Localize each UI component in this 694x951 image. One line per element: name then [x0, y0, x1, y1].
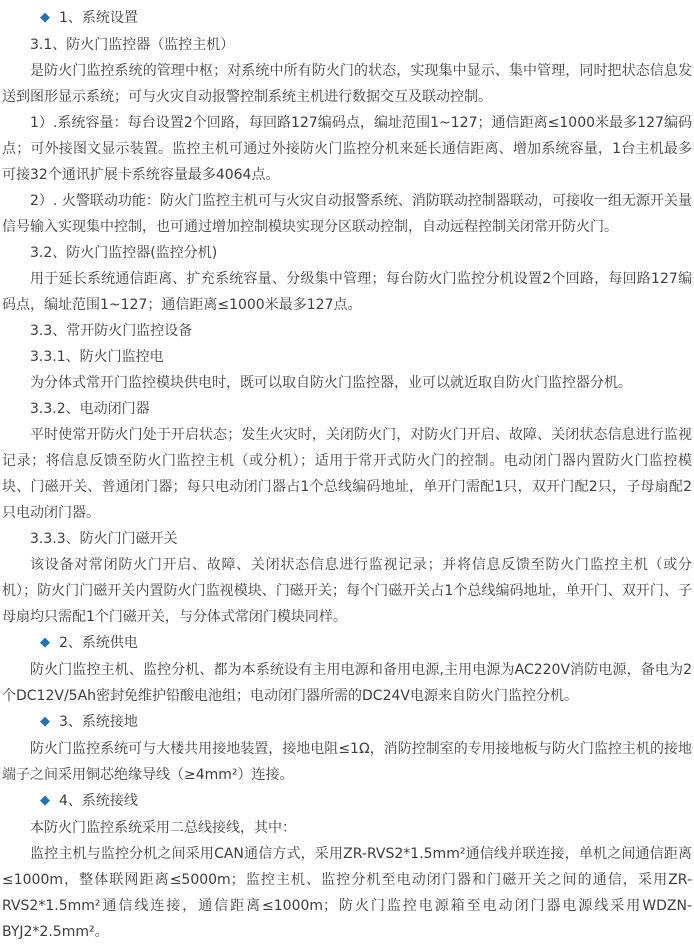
paragraph: 本防火门监控系统采用二总线接线，其中： — [30, 820, 296, 836]
section-heading — [2, 709, 692, 736]
paragraph: 防火门监控主机、监控分机、都为本系统设有主用电源和备用电源,主用电源为AC220V消防电源，备电为2个DC12V/5Ah密封免维护铅酸电池组；电动闭门器所需的DC24V电源来自防火门监控分机。 — [2, 662, 692, 704]
section-heading-label: 1、系统设置 — [59, 10, 138, 26]
diamond-bullet-icon: ◆ — [40, 635, 50, 650]
section-heading — [2, 5, 692, 32]
subsection-heading: 3.2、防火门监控器(监控分机) — [30, 245, 218, 261]
diamond-bullet-icon: ◆ — [40, 714, 50, 729]
section-heading-label: 3、系统接地 — [59, 714, 138, 730]
paragraph: 2）. 火警联动功能：防火门监控主机可与火灾自动报警系统、消防联动控制器联动，可接收一组无源开关量信号输入实现集中控制，也可通过增加控制模块实现分区联动控制，自动远程控制关闭常开防火门。 — [2, 193, 692, 235]
paragraph: 监控主机与监控分机之间采用CAN通信方式，采用ZR-RVS2*1.5mm²通信线并联连接，单机之间通信距离≤1000m，整体联网距离≤5000m；监控主机、监控分机至电动闭门器和门磁开关之间的通信，采用ZR-RVS2*1.5mm²通信线连接，通信距离≤1000m；防火门监控电源箱至电动闭门器电源线采用WDZN-BYJ2*2.5mm²。 — [2, 846, 692, 940]
paragraph: 防火门监控系统可与大楼共用接地装置，接地电阻≤1Ω，消防控制室的专用接地板与防火门监控主机的接地端子之间采用铜芯绝缘导线（≥4mm²）连接。 — [2, 741, 692, 783]
paragraph: 是防火门监控系统的管理中枢；对系统中所有防火门的状态，实现集中显示、集中管理，同时把状态信息发送到图形显示系统；可与火灾自动报警控制系统主机进行数据交互及联动控制。 — [2, 63, 692, 105]
paragraph: 该设备对常闭防火门开启、故障、关闭状态信息进行监视记录；并将信息反馈至防火门监控主机（或分机）；防火门门磁开关内置防火门监视模块、门磁开关；每个门磁开关占1个总线编码地址，单开门、双开门、子母扇均只需配1个门磁开关，与分体式常闭门模块同样。 — [2, 557, 692, 625]
section-heading-label: 4、系统接线 — [59, 793, 138, 809]
diamond-bullet-icon: ◆ — [40, 10, 50, 25]
section-heading — [2, 630, 692, 657]
subsection-heading: 3.3、常开防火门监控设备 — [30, 323, 193, 339]
subsection-heading: 3.3.3、防火门门磁开关 — [30, 531, 178, 547]
subsection-heading: 3.3.2、电动闭门器 — [30, 401, 150, 417]
paragraph: 平时使常开防火门处于开启状态；发生火灾时，关闭防火门，对防火门开启、故障、关闭状态信息进行监视记录；将信息反馈至防火门监控主机（或分机）；适用于常开式防火门的控制。电动闭门器内置防火门监控模块、门磁开关、普通闭门器；每只电动闭门器占1个总线编码地址，单开门需配1只，双开门配2只，子母扇配2只电动闭门器。 — [2, 427, 692, 521]
paragraph: 1）.系统容量：每台设置2个回路，每回路127编码点，编址范围1~127；通信距离≤1000米最多127编码点；可外接图文显示装置。监控主机可通过外接防火门监控分机来延长通信距离、增加系统容量，1台主机最多可接32个通讯扩展卡系统容量最多4064点。 — [2, 115, 692, 183]
subsection-heading: 3.3.1、防火门监控电 — [30, 349, 164, 365]
subsection-heading: 3.1、防火门监控器（监控主机） — [30, 37, 235, 53]
paragraph: 用于延长系统通信距离、扩充系统容量、分级集中管理；每台防火门监控分机设置2个回路，每回路127编码点，编址范围1~127；通信距离≤1000米最多127点。 — [2, 271, 692, 313]
paragraph: 为分体式常开门监控模块供电时，既可以取自防火门监控器，业可以就近取自防火门监控器分机。 — [30, 375, 632, 391]
section-heading-label: 2、系统供电 — [59, 635, 138, 651]
diamond-bullet-icon: ◆ — [40, 793, 50, 808]
